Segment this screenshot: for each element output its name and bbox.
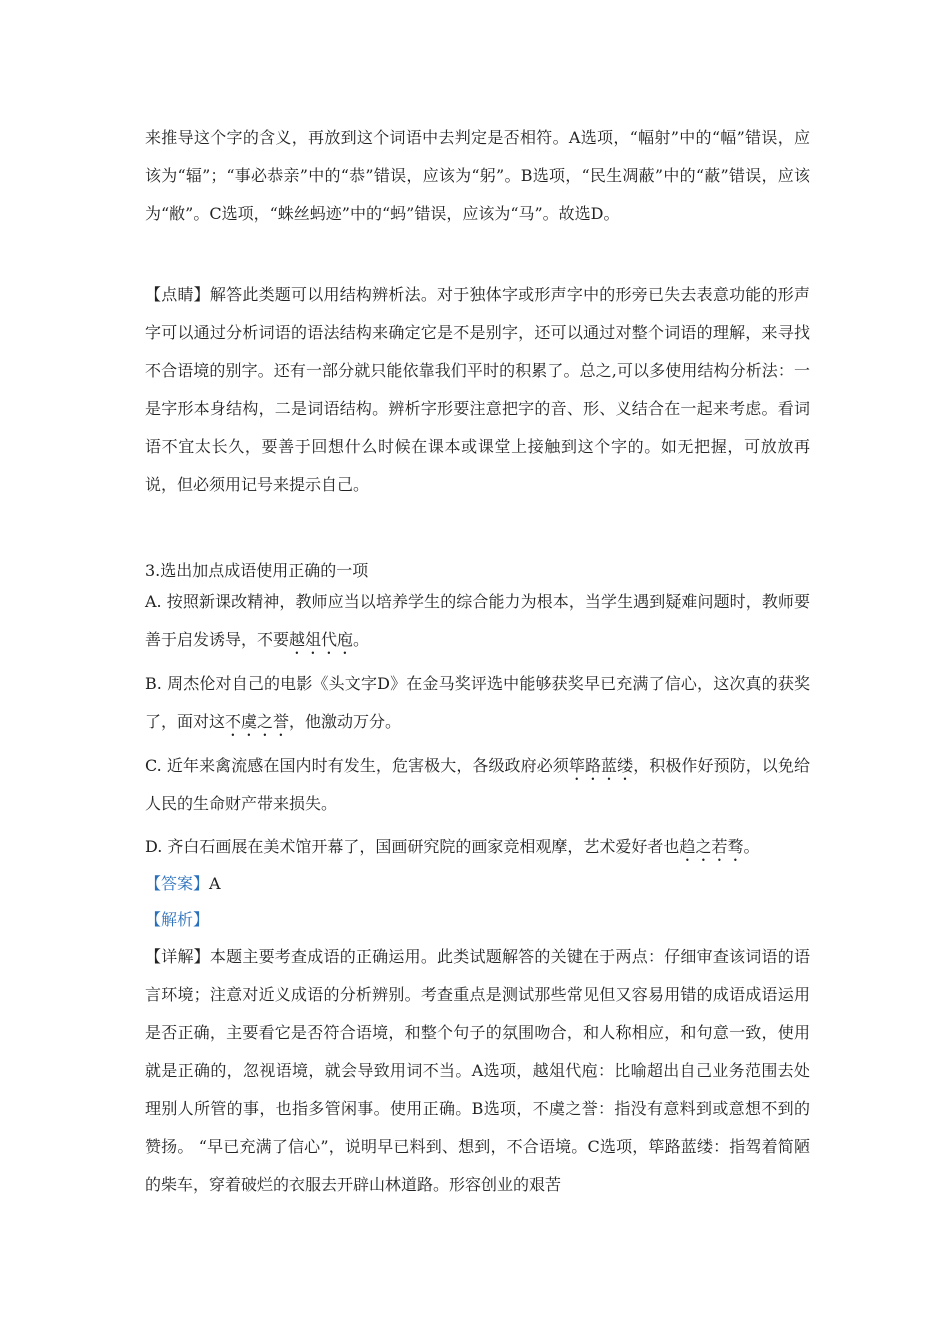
- option-b-idiom: 不虞之誉: [225, 712, 290, 731]
- analysis-label: 【解析】: [145, 910, 210, 929]
- option-b-end: ，他激动万分。: [289, 712, 402, 731]
- option-d-idiom: 趋之若骛: [679, 837, 744, 856]
- option-a: [145, 583, 810, 659]
- answer-line: [145, 874, 221, 894]
- option-a-idiom: 越俎代庖: [289, 630, 354, 649]
- option-c-text: C. 近年来禽流感在国内时有发生，危害极大，各级政府必须: [145, 756, 569, 775]
- option-d-end: 。: [743, 837, 760, 856]
- option-d: [145, 828, 810, 866]
- dianjing-paragraph: 【点睛】解答此类题可以用结构辨析法。对于独体字或形声字中的形旁已失去表意功能的形声字可以通过分析词语的语法结构来确定它是不是别字，还可以通过对整个词语的理解，来寻找不合语境的别字。还有一部分就只能依靠我们平时的积累了。总之,可以多使用结构分析法：一是字形本身结构，二是词语结构。辨析字形要注意把字的音、形、义结合在一起来考虑。看词语不宜太长久，要善于回想什么时候在课本或课堂上接触到这个字的。如无把握，可放放再说，但必须用记号来提示自己。: [145, 285, 810, 494]
- question-3-stem: 3.选出加点成语使用正确的一项: [145, 561, 369, 580]
- option-c-end: ，积极作好预防，以免给人民的生命财产带来损失。: [145, 756, 810, 813]
- previous-analysis-paragraph: 来推导这个字的含义，再放到这个词语中去判定是否相符。A选项，“幅射”中的“幅”错误，应该为“辐”；“事必恭亲”中的“恭”错误，应该为“躬”。B选项，“民生凋蔽”中的“蔽”错误，应该为“敝”。C选项，“蛛丝蚂迹”中的“蚂”错误，应该为“马”。故选D。: [145, 128, 810, 223]
- option-b-text: B. 周杰伦对自己的电影《头文字D》在金马奖评选中能够获奖早已充满了信心，这次真的获奖了，面对这: [145, 674, 810, 731]
- answer-value: A: [209, 874, 221, 893]
- option-b: [145, 665, 810, 741]
- answer-label: 【答案】: [145, 874, 210, 893]
- option-a-text: A. 按照新课改精神，教师应当以培养学生的综合能力为根本，当学生遇到疑难问题时，教师要善于启发诱导，不要: [145, 592, 810, 649]
- option-d-text: D. 齐白石画展在美术馆开幕了，国画研究院的画家竞相观摩，艺术爱好者也: [145, 837, 680, 856]
- option-c-idiom: 筚路蓝缕: [568, 756, 634, 775]
- option-a-end: 。: [353, 630, 370, 649]
- detail-paragraph: 【详解】本题主要考查成语的正确运用。此类试题解答的关键在于两点：仔细审查该词语的语言环境；注意对近义成语的分析辨别。考查重点是测试那些常见但又容易用错的成语成语运用是否正确，主要看它是否符合语境，和整个句子的氛围吻合，和人称相应，和句意一致，使用就是正确的，忽视语境，就会导致用词不当。A选项，越俎代庖：比喻超出自己业务范围去处理别人所管的事，也指多管闲事。使用正确。B选项，不虞之誉：指没有意料到或意想不到的赞扬。 “早已充满了信心”，说明早已料到、想到，不合语境。C选项，筚路蓝缕：指驾着简陋的柴车，穿着破烂的衣服去开辟山林道路。形容创业的艰苦: [145, 947, 810, 1194]
- option-c: [145, 747, 810, 823]
